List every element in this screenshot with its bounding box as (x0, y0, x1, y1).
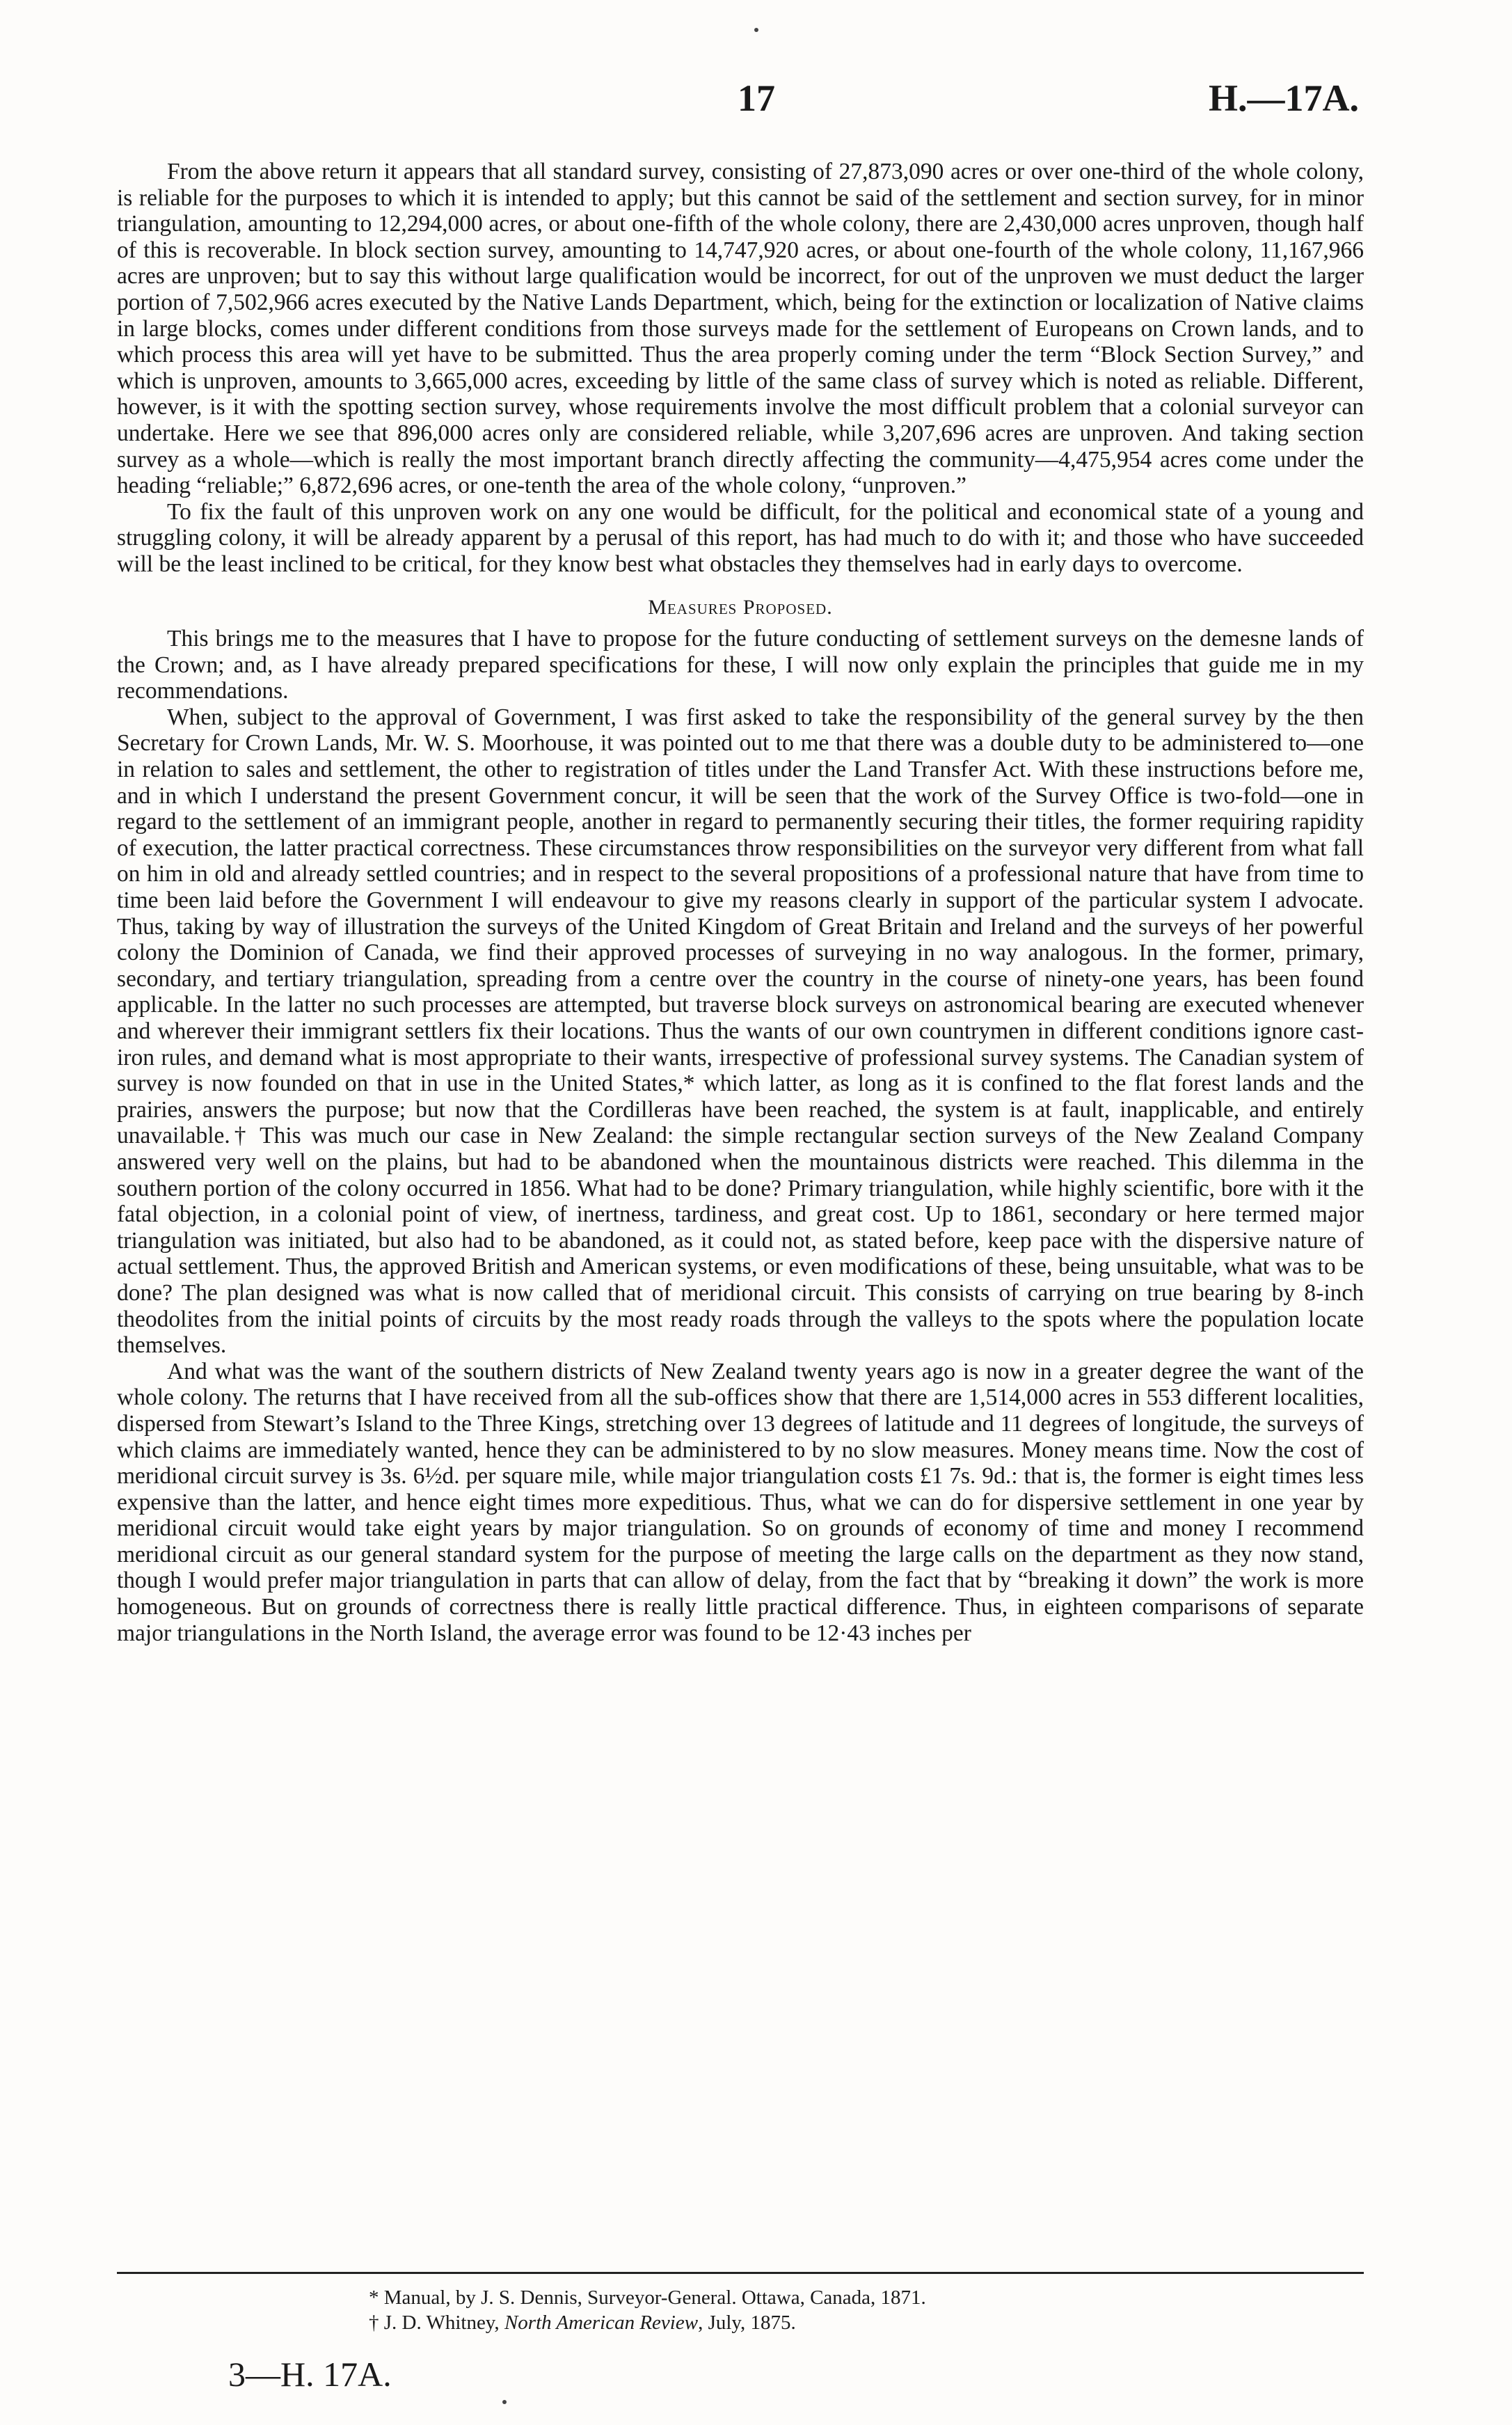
footnote (369, 2310, 1343, 2335)
footnote (369, 2285, 1343, 2310)
footnote-journal-title: North American Review (504, 2312, 699, 2334)
footnote-marker: † (369, 2312, 379, 2334)
footnote-text: , July, 1875. (698, 2312, 796, 2334)
paragraph: To fix the fault of this unproven work on any one would be difficult, for the political and economical state of a young and struggling colony, it will be already apparent by a perusal of this report, has had much to do with it; and those who have succeeded will be the least inclined to be critical, for they know best what obstacles they themselves had in early days to overcome. (117, 498, 1364, 577)
body-text (117, 159, 1364, 1646)
footnote-divider (117, 2272, 1364, 2274)
document-code: H.—17A. (1209, 77, 1359, 119)
footnote-text: Manual, by J. S. Dennis, Surveyor-General. Ottawa, Canada, 1871. (383, 2286, 926, 2309)
paragraph: And what was the want of the southern districts of New Zealand twenty years ago is now in a greater degree the want of the whole colony. The returns that I have received from all the sub-offices show that there are 1,514,000 acres in 553 different localities, dispersed from Stewart’s Island to the Three Kings, stretching over 13 degrees of latitude and 11 degrees of longitude, the surveys of which claims are immediately wanted, hence they can be administered to by no slow measures. Money means time. Now the cost of meridional circuit survey is 3s. 6½d. per square mile, while major triangulation costs £1 7s. 9d.: that is, the former is eight times less expensive than the latter, and hence eight times more expeditious. Thus, what we can do for dispersive settlement in one year by meridional circuit would take eight years by major triangulation. So on grounds of economy of time and money I recommend meridional circuit as our general standard system for the purpose of meeting the large calls on the department as they now stand, though I would prefer major triangulation in parts that can allow of delay, from the fact that by “breaking it down” the work is more homogeneous. But on grounds of correctness there is really little practical difference. Thus, in eighteen comparisons of separate major triangulations in the North Island, the average error was found to be 12·43 inches per (117, 1358, 1364, 1646)
sheet-signature: 3—H. 17A. (228, 2355, 392, 2394)
paragraph: This brings me to the measures that I have to propose for the future conducting of settlement surveys on the demesne lands of the Crown; and, as I have already prepared specifications for these, I will now only explain the principles that guide me in my recommendations. (117, 626, 1364, 704)
footnote-text: J. D. Whitney, (383, 2312, 504, 2334)
page-header (0, 77, 1512, 125)
footnotes (369, 2285, 1343, 2335)
footnote-marker: * (369, 2286, 379, 2309)
speck-mark (502, 2400, 507, 2404)
speck-mark (754, 28, 758, 32)
section-heading: Measures Proposed. (648, 595, 833, 619)
page-number: 17 (738, 77, 775, 119)
paragraph: From the above return it appears that all standard survey, consisting of 27,873,090 acres or over one-third of the whole colony, is reliable for the purposes to which it is intended to apply; but this cannot be said of the settlement and section survey, for in minor triangulation, amounting to 12,294,000 acres, or about one-fifth of the whole colony, there are 2,430,000 acres unproven, though half of this is recoverable. In block section survey, amounting to 14,747,920 acres, or about one-fourth of the whole colony, 11,167,966 acres are unproven; but to say this without large qualification would be incorrect, for out of the unproven we must deduct the larger portion of 7,502,966 acres executed by the Native Lands Department, which, being for the extinction or localization of Native claims in large blocks, comes under different conditions from those surveys made for the settlement of Europeans on Crown lands, and to which process this area will yet have to be submitted. Thus the area properly coming under the term “Block Section Survey,” and which is unproven, amounts to 3,665,000 acres, exceeding by little of the same class of survey which is noted as reliable. Different, however, is it with the spotting section survey, whose requirements involve the most difficult problem that a colonial surveyor can undertake. Here we see that 896,000 acres only are considered reliable, while 3,207,696 acres are unproven. And taking section survey as a whole—which is really the most important branch directly affecting the community—4,475,954 acres come under the heading “reliable;” 6,872,696 acres, or one-tenth the area of the whole colony, “unproven.” (117, 159, 1364, 499)
paragraph: When, subject to the approval of Government, I was first asked to take the responsibility of the general survey by the then Secretary for Crown Lands, Mr. W. S. Moorhouse, it was pointed out to me that there was a double duty to be administered to—one in relation to sales and settlement, the other to registration of titles under the Land Transfer Act. With these instructions before me, and in which I understand the present Government concur, it will be seen that the work of the Survey Office is two-fold—one in regard to the settlement of an immigrant people, another in regard to permanently securing their titles, the former requiring rapidity of execution, the latter practical correctness. These circumstances throw responsibilities on the surveyor very different from what fall on him in old and already settled countries; and in respect to the several propositions of a professional nature that have from time to time been laid before the Government I will endeavour to give my reasons clearly in support of the particular system I advocate. Thus, taking by way of illustration the surveys of the United Kingdom of Great Britain and Ireland and the surveys of her powerful colony the Dominion of Canada, we find their approved processes of surveying in no way analogous. In the former, primary, secondary, and tertiary triangulation, spreading from a centre over the country in the course of ninety-one years, has been found applicable. In the latter no such processes are attempted, but traverse block surveys on astronomical bearing are executed whenever and wherever their immigrant settlers fix their locations. Thus the wants of our own countrymen in different conditions ignore cast-iron rules, and demand what is most appropriate to their wants, irrespective of professional survey systems. The Canadian system of survey is now founded on that in use in the United States,* which latter, as long as it is confined to the flat forest lands and the prairies, answers the purpose; but now that the Cordilleras have been reached, the system is at fault, inapplicable, and entirely unavailable.† This was much our case in New Zealand: the simple rectangular section surveys of the New Zealand Company answered very well on the plains, but had to be abandoned when the mountainous districts were reached. This dilemma in the southern portion of the colony occurred in 1856. What had to be done? Primary triangulation, while highly scientific, bore with it the fatal objection, in a colonial point of view, of inertness, tardiness, and great cost. Up to 1861, secondary or here termed major triangulation was initiated, but also had to be abandoned, as it could not, as stated before, keep pace with the dispersive nature of actual settlement. Thus, the approved British and American systems, or even modifications of these, being unsuitable, what was to be done? The plan designed was what is now called that of meridional circuit. This consists of carrying on true bearing by 8-inch theodolites from the initial points of circuits by the most ready roads through the valleys to the spots where the population locate themselves. (117, 704, 1364, 1359)
